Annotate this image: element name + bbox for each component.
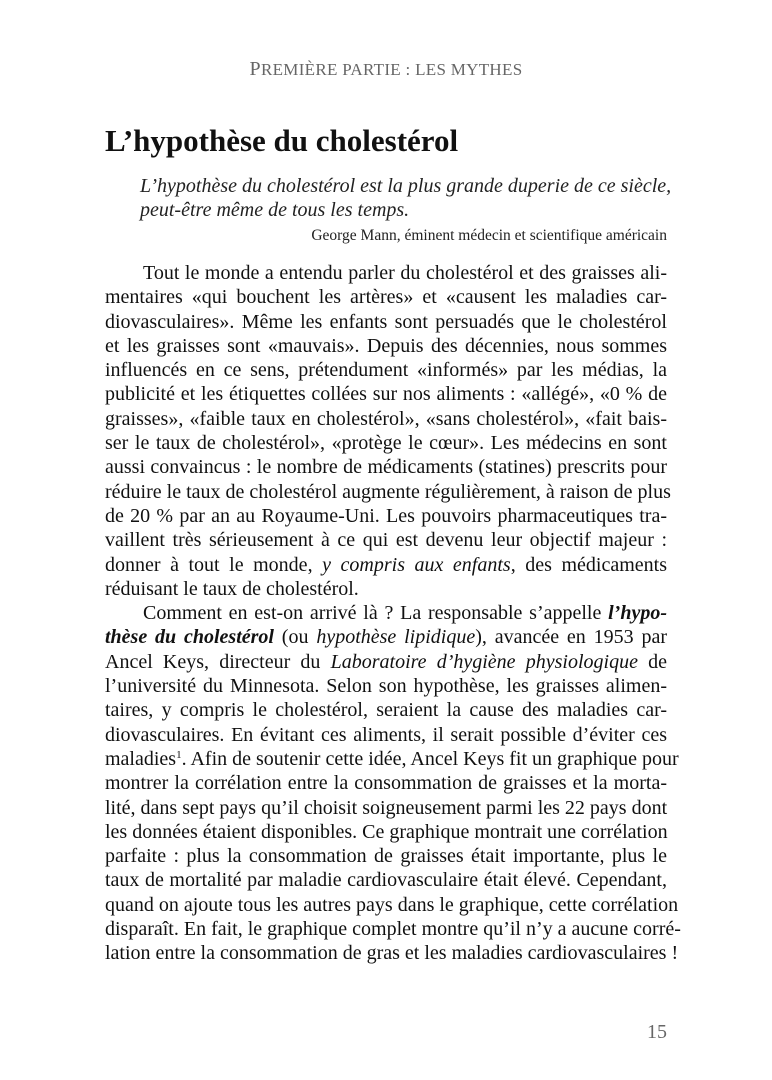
footnote-ref: 1 bbox=[176, 748, 182, 761]
text-run: l’université du Minnesota. Selon son hypothèse, les graisses alimen- bbox=[105, 675, 667, 698]
emphasis-text: hypothèse lipidique bbox=[316, 626, 476, 649]
text-run: disparaît. En fait, le graphique complet montre qu’il n’y a aucune corré- bbox=[105, 918, 681, 941]
text-run: (ou bbox=[273, 626, 317, 649]
text-run: influencés en ce sens, prétendument «informés» par les médias, la bbox=[105, 359, 667, 382]
text-line bbox=[105, 382, 667, 406]
page-number: 15 bbox=[647, 1021, 667, 1043]
text-run: lité, dans sept pays qu’il choisit soigneusement parmi les 22 pays dont bbox=[105, 796, 668, 819]
text-line bbox=[105, 893, 679, 917]
text-run: graisses», «faible taux en cholestérol», «sans cholestérol», «fait bais- bbox=[105, 407, 667, 430]
text-run: lation entre la consommation de gras et les maladies cardiovasculaires ! bbox=[105, 942, 679, 965]
emphasis-text: thèse du cholestérol bbox=[105, 626, 274, 649]
text-line bbox=[105, 310, 667, 334]
text-run: et les graisses sont «mauvais». Depuis des décennies, nous sommes bbox=[105, 334, 667, 357]
epigraph-attribution: George Mann, éminent médecin et scientifique américain bbox=[311, 227, 667, 244]
text-run: Ancel Keys, directeur du bbox=[105, 650, 331, 673]
text-run: Comment en est-on arrivé là ? La responsable s’appelle bbox=[143, 602, 609, 625]
text-run: réduire le taux de cholestérol augmente régulièrement, à raison de plus bbox=[105, 480, 671, 503]
text-line bbox=[105, 334, 667, 358]
text-line bbox=[105, 796, 667, 820]
text-line bbox=[105, 528, 667, 552]
text-run: taires, y compris le cholestérol, seraient la cause des maladies car- bbox=[105, 699, 667, 722]
text-line bbox=[105, 650, 667, 674]
text-line bbox=[105, 723, 667, 747]
text-line bbox=[105, 868, 667, 892]
text-run: publicité et les étiquettes collées sur nos aliments : «allégé», «0 % de bbox=[105, 383, 667, 406]
text-line bbox=[105, 261, 667, 285]
text-line bbox=[105, 820, 667, 844]
text-line bbox=[105, 358, 667, 382]
chapter-title: L’hypothèse du cholestérol bbox=[105, 123, 459, 158]
text-line bbox=[105, 577, 667, 601]
body-text bbox=[105, 261, 681, 966]
text-run: ser le taux de cholestérol», «protège le cœur». Les médecins en sont bbox=[105, 432, 667, 455]
text-run: mentaires «qui bouchent les artères» et «causent les maladies car- bbox=[105, 286, 667, 309]
text-line bbox=[105, 504, 667, 528]
text-run: les données étaient disponibles. Ce graphique montrait une corrélation bbox=[105, 820, 668, 843]
text-run: , des médicaments bbox=[510, 553, 667, 576]
text-run: de bbox=[637, 650, 667, 673]
paragraph bbox=[105, 601, 681, 965]
text-run: Tout le monde a entendu parler du cholestérol et des graisses ali- bbox=[143, 262, 667, 284]
text-line bbox=[105, 844, 667, 868]
text-run: . Afin de soutenir cette idée, Ancel Keys fit un graphique pour bbox=[181, 747, 679, 770]
text-line bbox=[105, 601, 667, 625]
text-line bbox=[105, 407, 667, 431]
emphasis-text: l’hypo- bbox=[608, 602, 667, 625]
epigraph bbox=[140, 174, 672, 222]
text-line bbox=[105, 771, 667, 795]
text-line bbox=[105, 285, 667, 309]
text-run: montrer la corrélation entre la consommation de graisses et la morta- bbox=[105, 772, 667, 795]
text-line bbox=[105, 941, 679, 965]
epigraph-line: L’hypothèse du cholestérol est la plus grande duperie de ce siècle, bbox=[140, 175, 672, 197]
text-line bbox=[105, 747, 679, 771]
text-line bbox=[105, 674, 667, 698]
running-head-initial: P bbox=[249, 58, 261, 80]
text-run: ), avancée en 1953 par bbox=[475, 626, 667, 649]
text-line bbox=[105, 431, 667, 455]
emphasis-text: Laboratoire d’hygiène physiologique bbox=[330, 650, 638, 673]
text-run: diovasculaires. En évitant ces aliments, il serait possible d’éviter ces bbox=[105, 723, 667, 746]
paragraph bbox=[105, 261, 671, 601]
text-run: maladies bbox=[105, 747, 177, 770]
text-run: réduisant le taux de cholestérol. bbox=[105, 577, 359, 600]
text-line bbox=[105, 625, 667, 649]
running-head bbox=[0, 58, 772, 81]
text-run: donner à tout le monde, bbox=[105, 553, 323, 576]
text-run: taux de mortalité par maladie cardiovasculaire était élevé. Cependant, bbox=[105, 869, 667, 892]
text-line bbox=[105, 698, 667, 722]
text-line bbox=[105, 455, 667, 479]
text-line bbox=[105, 480, 671, 504]
text-run: parfaite : plus la consommation de graisses était importante, plus le bbox=[105, 845, 667, 868]
emphasis-text: y compris aux enfants bbox=[322, 553, 511, 576]
epigraph-line: peut-être même de tous les temps. bbox=[140, 199, 410, 221]
text-line bbox=[105, 553, 667, 577]
text-run: aussi convaincus : le nombre de médicaments (statines) prescrits pour bbox=[105, 456, 667, 479]
text-run: de 20 % par an au Royaume-Uni. Les pouvoirs pharmaceutiques tra- bbox=[105, 504, 667, 527]
text-run: vaillent très sérieusement à ce qui est devenu leur objectif majeur : bbox=[105, 529, 667, 552]
text-line bbox=[105, 917, 681, 941]
running-head-text: REMIÈRE PARTIE : LES MYTHES bbox=[260, 60, 523, 79]
text-run: quand on ajoute tous les autres pays dans le graphique, cette corrélation bbox=[105, 893, 679, 916]
text-run: diovasculaires». Même les enfants sont persuadés que le cholestérol bbox=[105, 310, 667, 333]
